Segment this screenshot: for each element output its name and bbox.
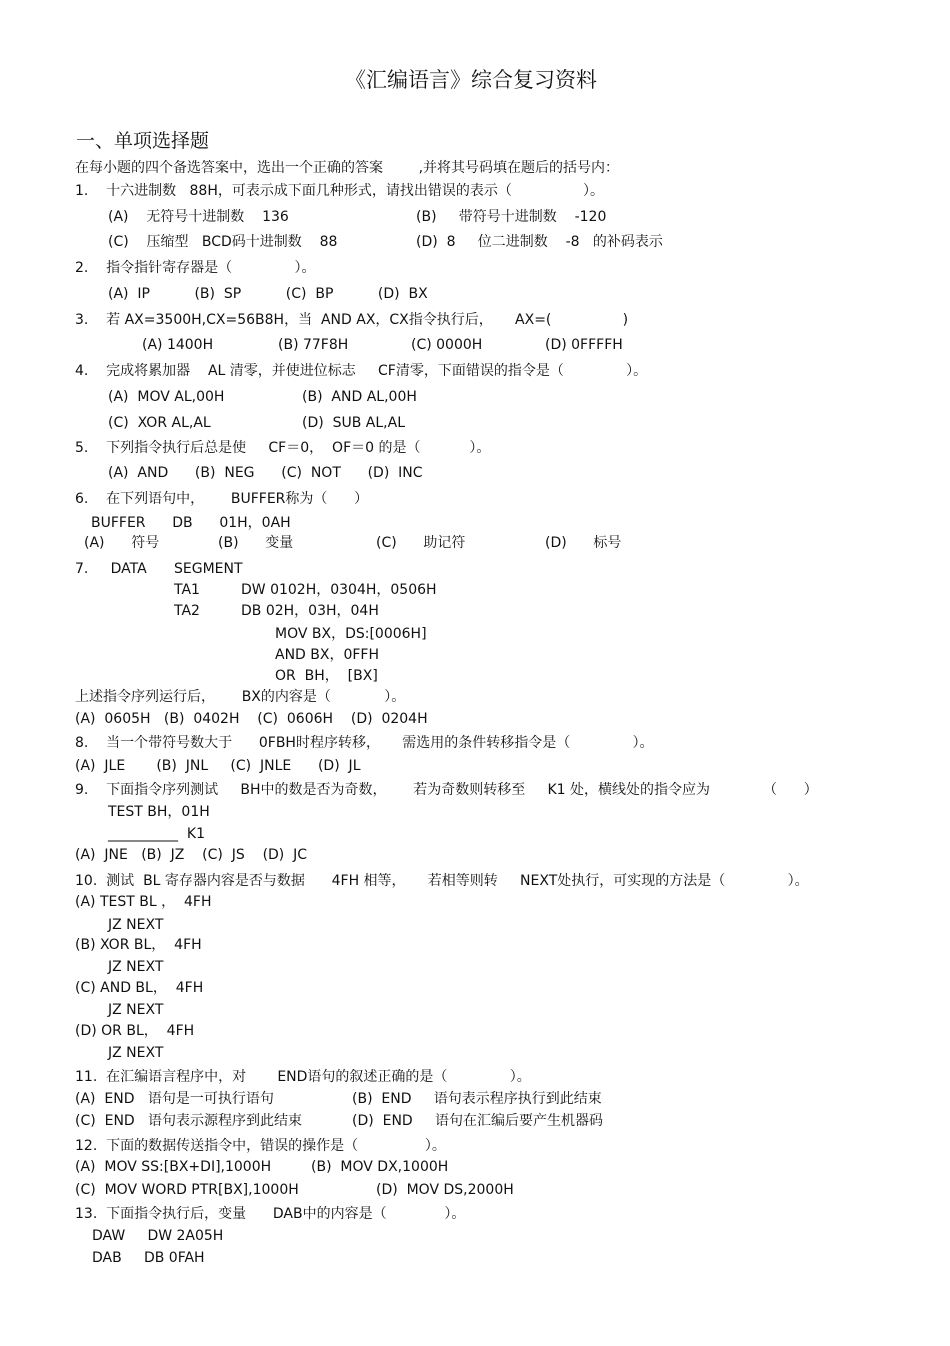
question-4-stem: 4. 完成将累加器 AL 清零，并使进位标志 CF清零，下面错误的指令是（ ）。	[75, 363, 648, 379]
question-12-option-c: (C) MOV WORD PTR[BX],1000H	[75, 1182, 299, 1198]
question-11-option-a: (A) END 语句是一可执行语句	[75, 1091, 274, 1107]
question-9-options: (A) JNE (B) JZ (C) JS (D) JC	[75, 847, 308, 863]
question-7-code-line-3: OR BH， [BX]	[275, 668, 378, 684]
question-3-option-d: (D) 0FFFFH	[545, 337, 623, 353]
question-13-stem: 13. 下面指令执行后，变量 DAB中的内容是（ ）。	[75, 1206, 466, 1222]
question-6-option-b: (B) 变量	[218, 535, 294, 551]
question-10-stem: 10. 测试 BL 寄存器内容是否与数据 4FH 相等， 若相等则转 NEXT处执行，可实现的方法是（ ）。	[75, 873, 809, 889]
question-9-code-line-2: __________ K1	[108, 826, 205, 842]
question-7-code-line-1: MOV BX，DS:[0006H]	[275, 626, 427, 642]
question-7-ta2: TA2	[174, 603, 200, 619]
question-4-option-d: (D) SUB AL,AL	[302, 415, 405, 431]
question-7-code-line-2: AND BX，0FFH	[275, 647, 380, 663]
question-9-paren: （ ）	[763, 782, 818, 798]
question-11-option-b: (B) END 语句表示程序执行到此结束	[352, 1091, 602, 1107]
question-1-option-c: (C) 压缩型 BCD码十进制数 88	[108, 234, 338, 250]
question-13-code-line-1: DAW DW 2A05H	[92, 1228, 224, 1244]
question-4-option-b: (B) AND AL,00H	[302, 389, 417, 405]
question-9-code-line-1: TEST BH，01H	[108, 804, 210, 820]
question-6-option-d: (D) 标号	[545, 535, 622, 551]
question-12-stem: 12. 下面的数据传送指令中，错误的操作是（ ）。	[75, 1138, 446, 1154]
question-8-options: (A) JLE (B) JNL (C) JNLE (D) JL	[75, 758, 361, 774]
question-7-head: 7. DATA	[75, 561, 147, 577]
question-7-options: (A) 0605H (B) 0402H (C) 0606H (D) 0204H	[75, 711, 428, 727]
question-12-option-d: (D) MOV DS,2000H	[376, 1182, 514, 1198]
question-12-option-a: (A) MOV SS:[BX+DI],1000H	[75, 1159, 272, 1175]
question-11-option-d: (D) END 语句在汇编后要产生机器码	[352, 1113, 603, 1129]
question-6-option-a: (A) 符号	[84, 535, 160, 551]
question-10-option-b-jz: JZ NEXT	[108, 959, 164, 975]
question-11-stem: 11. 在汇编语言程序中，对 END语句的叙述正确的是（ ）。	[75, 1069, 531, 1085]
question-4-option-c: (C) XOR AL,AL	[108, 415, 211, 431]
question-3-stem: 3. 若 AX=3500H,CX=56B8H，当 AND AX，CX指令执行后， AX=( )	[75, 312, 629, 328]
question-10-option-d: (D) OR BL， 4FH	[75, 1023, 195, 1039]
question-11-option-c: (C) END 语句表示源程序到此结束	[75, 1113, 303, 1129]
page-title: 《汇编语言》综合复习资料	[345, 68, 597, 92]
question-1-option-b: (B) 带符号十进制数 -120	[416, 209, 607, 225]
question-3-option-a: (A) 1400H	[142, 337, 214, 353]
section-title: 一、单项选择题	[76, 130, 210, 152]
question-3-option-b: (B) 77F8H	[278, 337, 349, 353]
question-1-option-d: (D) 8 位二进制数 -8 的补码表示	[416, 234, 663, 250]
question-12-option-b: (B) MOV DX,1000H	[311, 1159, 449, 1175]
question-3-option-c: (C) 0000H	[411, 337, 483, 353]
question-13-code-line-2: DAB DB 0FAH	[92, 1250, 205, 1266]
question-7-ta1-def: DW 0102H，0304H，0506H	[241, 582, 437, 598]
question-7-ta2-def: DB 02H，03H，04H	[241, 603, 379, 619]
question-5-options: (A) AND (B) NEG (C) NOT (D) INC	[108, 465, 423, 481]
question-7-ta1: TA1	[174, 582, 200, 598]
question-2-stem: 2. 指令指针寄存器是（ ）。	[75, 260, 316, 276]
question-4-option-a: (A) MOV AL,00H	[108, 389, 225, 405]
question-6-stem: 6. 在下列语句中， BUFFER称为（ ）	[75, 491, 369, 507]
instructions: 在每小题的四个备选答案中，选出一个正确的答案 ,并将其号码填在题后的括号内：	[75, 160, 620, 176]
question-2-options: (A) IP (B) SP (C) BP (D) BX	[108, 286, 428, 302]
question-10-option-d-jz: JZ NEXT	[108, 1045, 164, 1061]
question-6-code: BUFFER DB 01H，0AH	[91, 515, 291, 531]
question-10-option-a-jz: JZ NEXT	[108, 917, 164, 933]
question-10-option-b: (B) XOR BL， 4FH	[75, 937, 202, 953]
question-7-after: 上述指令序列运行后， BX的内容是（ ）。	[75, 689, 406, 705]
question-9-stem: 9. 下面指令序列测试 BH中的数是否为奇数， 若为奇数则转移至 K1 处，横线处的指令应为	[75, 782, 711, 798]
question-1-option-a: (A) 无符号十进制数 136	[108, 209, 289, 225]
question-10-option-c: (C) AND BL， 4FH	[75, 980, 204, 996]
question-10-option-c-jz: JZ NEXT	[108, 1002, 164, 1018]
question-7-segment: SEGMENT	[174, 561, 243, 577]
question-5-stem: 5. 下列指令执行后总是使 CF＝0， OF＝0 的是（ ）。	[75, 440, 491, 456]
question-6-option-c: (C) 助记符	[376, 535, 466, 551]
question-10-option-a: (A) TEST BL ， 4FH	[75, 894, 212, 910]
question-8-stem: 8. 当一个带符号数大于 0FBH时程序转移， 需选用的条件转移指令是（ ）。	[75, 735, 654, 751]
question-1-stem: 1. 十六进制数 88H，可表示成下面几种形式，请找出错误的表示（ ）。	[75, 183, 605, 199]
